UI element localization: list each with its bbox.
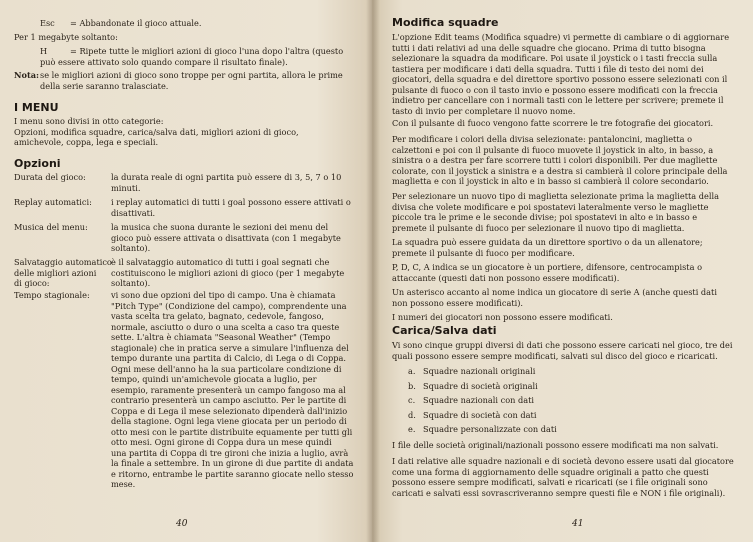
page-number: 40 [176, 519, 188, 529]
paragraph-line: maglietta e con il joystick in alto e in basso si cambierà il colore secondario. [392, 176, 709, 186]
option-term: Salvataggio automatico [14, 257, 112, 267]
list-letter: d. [408, 409, 416, 420]
paragraph-line: attaccante (questi dati non possono essere modificati). [392, 272, 620, 283]
option-desc: "Pitch Type" (Condizione del campo), comprendente una [111, 300, 347, 311]
paragraph-line: calzettoni e poi con il pulsante di fuoco muovete il joystick in alto, in basso, a [392, 144, 714, 155]
option-desc: soltanto). [111, 243, 151, 253]
option-desc: costituiscono le migliori azioni di gioco (per 1 megabyte [111, 267, 345, 278]
list-letter: c. [408, 395, 416, 405]
option-term: di gioco: [14, 278, 50, 288]
paragraph-line: tastiera per modificare i dati della squadra. Tutti i file di testo dei nomi dei [392, 63, 704, 74]
menu-line: Opzioni, modifica squadre, carica/salva dati, migliori azioni di gioco, [14, 126, 299, 137]
list-letter: e. [408, 424, 416, 434]
paragraph-line: I dati relative alle squadre nazionali e di società devono essere usati dal giocatore [392, 456, 734, 466]
opzioni-heading: Opzioni [14, 157, 61, 170]
menu-heading: I MENU [14, 101, 59, 114]
megabyte-note: Per 1 megabyte soltanto: [14, 32, 118, 42]
option-desc: otto mesi con le partite distribuite equamente per tutti gli [111, 426, 353, 437]
paragraph-line: tutti i dati relativi ad una delle squadre che giocano. Prima di tutto bisogna [392, 42, 706, 53]
paragraph-line: caricati e salvati essi sovrascriveranno sempre questi file e NON i file originali). [392, 487, 726, 498]
paragraph-line: La squadra può essere guidata da un direttore sportivo o da un allenatore; [392, 237, 703, 247]
option-desc: soltanto). [111, 278, 151, 288]
option-desc: tempo, quindi un'amichevole giocata a luglio, per [111, 374, 317, 384]
paragraph-line: Per modificare i colori della divisa selezionate: pantaloncini, maglietta o [392, 134, 693, 144]
paragraph-line: P, D, C, A indica se un giocatore è un portiere, difensore, centrocampista o [392, 262, 703, 272]
option-desc: esempio, raramente presenterà un campo fangoso ma al [111, 384, 346, 395]
option-desc: la durata reale di ogni partita può essere di 3, 5, 7 o 10 [111, 172, 342, 182]
option-term: Musica del menu: [14, 222, 88, 232]
paragraph-line: colorate, con il joystick a sinistra e a destra si cambierà il colore principale della [392, 165, 728, 176]
paragraph-line: pulsante di fuoco o con il tasto invio e possono essere modificati con la freccia [392, 84, 718, 95]
option-term: Replay automatici: [14, 197, 92, 207]
esc-desc: = Abbandonate il gioco attuale. [70, 18, 202, 28]
esc-key: Esc [40, 18, 55, 28]
paragraph-line: Con il pulsante di fuoco vengono fatte scorrere le tre fotografie dei giocatori. [392, 118, 714, 128]
left-page [0, 0, 372, 542]
option-term: delle migliori azioni [14, 267, 97, 278]
h-key: H [40, 46, 48, 56]
option-desc: e ritorno, entrambe le partite saranno giocate nello stesso [111, 468, 354, 479]
list-item: Squadre di società con dati [423, 409, 537, 420]
modifica-heading: Modifica squadre [392, 16, 499, 29]
page-number: 41 [572, 519, 584, 529]
option-desc: minuti. [111, 182, 141, 193]
h-desc-line: può essere attivato solo quando compare il risultato finale). [40, 56, 288, 67]
list-item: Squadre di società originali [423, 380, 538, 391]
option-desc: i replay automatici di tutti i goal possono essere attivati o [111, 197, 351, 207]
option-desc: una partita di Coppa di tre gironi che inizia a luglio, avrà [111, 447, 349, 458]
nota-label: Nota: [14, 70, 40, 80]
option-desc: disattivati. [111, 207, 156, 218]
option-desc: vasta scelta tra gelato, bagnato, cedevole, fangoso, [111, 311, 324, 321]
paragraph-line: giocatori, della squadra e del direttore sportivo possono essere selezionati con il [392, 74, 728, 84]
option-desc: Ogni mese dell'anno ha la sua particolare condizione di [111, 363, 342, 374]
nota-line: se le migliori azioni di gioco sono troppe per ogni partita, allora le prime [40, 70, 343, 80]
option-desc: la finale a settembre. In un girone di due partite di andata [111, 458, 354, 468]
list-letter: a. [408, 366, 416, 376]
paragraph-line: selezionare la squadra da modificare. Poi usate il joystick o i tasti freccia sulla [392, 53, 718, 63]
paragraph-line: sinistra o a destra per fare scorrere tutti i colori disponibili. Per due magliette [392, 155, 718, 165]
list-item: Squadre nazionali originali [423, 366, 536, 376]
paragraph-line: tasto di invio per completare il nuovo nome. [392, 105, 576, 116]
option-desc: è il salvataggio automatico di tutti i goal segnati che [111, 257, 330, 267]
carica-heading: Carica/Salva dati [392, 324, 497, 337]
option-desc: della stagione. Ogni lega viene giocata per un periodo di [111, 416, 347, 426]
paragraph-line: I numeri dei giocatori non possono essere modificati. [392, 312, 613, 322]
paragraph-line: premete il pulsante di fuoco per modificare. [392, 247, 575, 258]
paragraph-line: non possono essere modificati). [392, 297, 524, 308]
option-term: Tempo stagionale: [14, 290, 90, 300]
paragraph-line: quali possono essere sempre modificati, salvati sul disco del gioco e ricaricati. [392, 350, 718, 361]
menu-line: I menu sono divisi in otto categorie: [14, 116, 164, 126]
option-desc: la musica che suona durante le sezioni dei menu del [111, 222, 329, 232]
book-gutter [366, 0, 380, 542]
list-item: Squadre personalizzate con dati [423, 424, 557, 434]
nota-line: della serie saranno tralasciate. [40, 80, 169, 91]
option-desc: otto mesi. Ogni girone di Coppa dura un mese quindi [111, 437, 332, 447]
paragraph-line: divisa che volete modificare e poi spostatevi lateralmente verso le magliette [392, 201, 709, 212]
option-desc: tempo durante una partita di Calcio, di Lega o di Coppa. [111, 353, 346, 363]
option-desc: vi sono due opzioni del tipo di campo. Una è chiamata [111, 290, 336, 300]
right-page [372, 0, 753, 542]
h-desc-line: = Ripete tutte le migliori azioni di gioco l'una dopo l'altra (questo [70, 46, 344, 56]
list-letter: b. [408, 380, 416, 391]
option-desc: normale, asciutto o duro o una scelta a caso tra queste [111, 321, 340, 332]
option-desc: mese. [111, 479, 136, 489]
option-desc: gioco può essere attivata o disattivata (con 1 megabyte [111, 232, 341, 243]
paragraph-line: L'opzione Edit teams (Modifica squadre) vi permette di cambiare o di aggiornare [392, 32, 730, 42]
paragraph-line: possono essere sempre modificati, salvati e ricaricati (se i file originali sono [392, 477, 708, 487]
option-desc: Coppa e di Lega il mese selezionato dipenderà dall'inizio [111, 405, 348, 416]
option-desc: sette. L'altra è chiamata "Seasonal Weather" (Tempo [111, 332, 331, 342]
paragraph-line: come una forma di aggiornamento delle squadre originali a patto che questi [392, 466, 709, 477]
paragraph-line: piccole tra le prime e le seconde divise; poi spostatevi in alto e in basso e [392, 212, 698, 222]
option-desc: stagionale) che in pratica serve a simulare l'influenza del [111, 342, 349, 353]
paragraph-line: Vi sono cinque gruppi diversi di dati che possono essere caricati nel gioco, tre dei [392, 340, 733, 350]
paragraph-line: Per selezionare un nuovo tipo di maglietta selezionate prima la maglietta della [392, 191, 719, 201]
paragraph-line: I file delle società originali/nazionali possono essere modificati ma non salvati. [392, 440, 719, 450]
paragraph-line: Un asterisco accanto al nome indica un giocatore di serie A (anche questi dati [392, 287, 717, 297]
option-desc: contrario presenterà un campo asciutto. Per le partite di [111, 395, 347, 405]
paragraph-line: premete il pulsante di fuoco per selezionare il nuovo tipo di maglietta. [392, 222, 685, 233]
list-item: Squadre nazionali con dati [423, 395, 535, 405]
option-term: Durata del gioco: [14, 172, 86, 182]
paragraph-line: indietro per cancellare con i normali tasti con le lettere per scrivere; premete il [392, 95, 724, 105]
menu-line: amichevole, coppa, lega e speciali. [14, 137, 159, 147]
